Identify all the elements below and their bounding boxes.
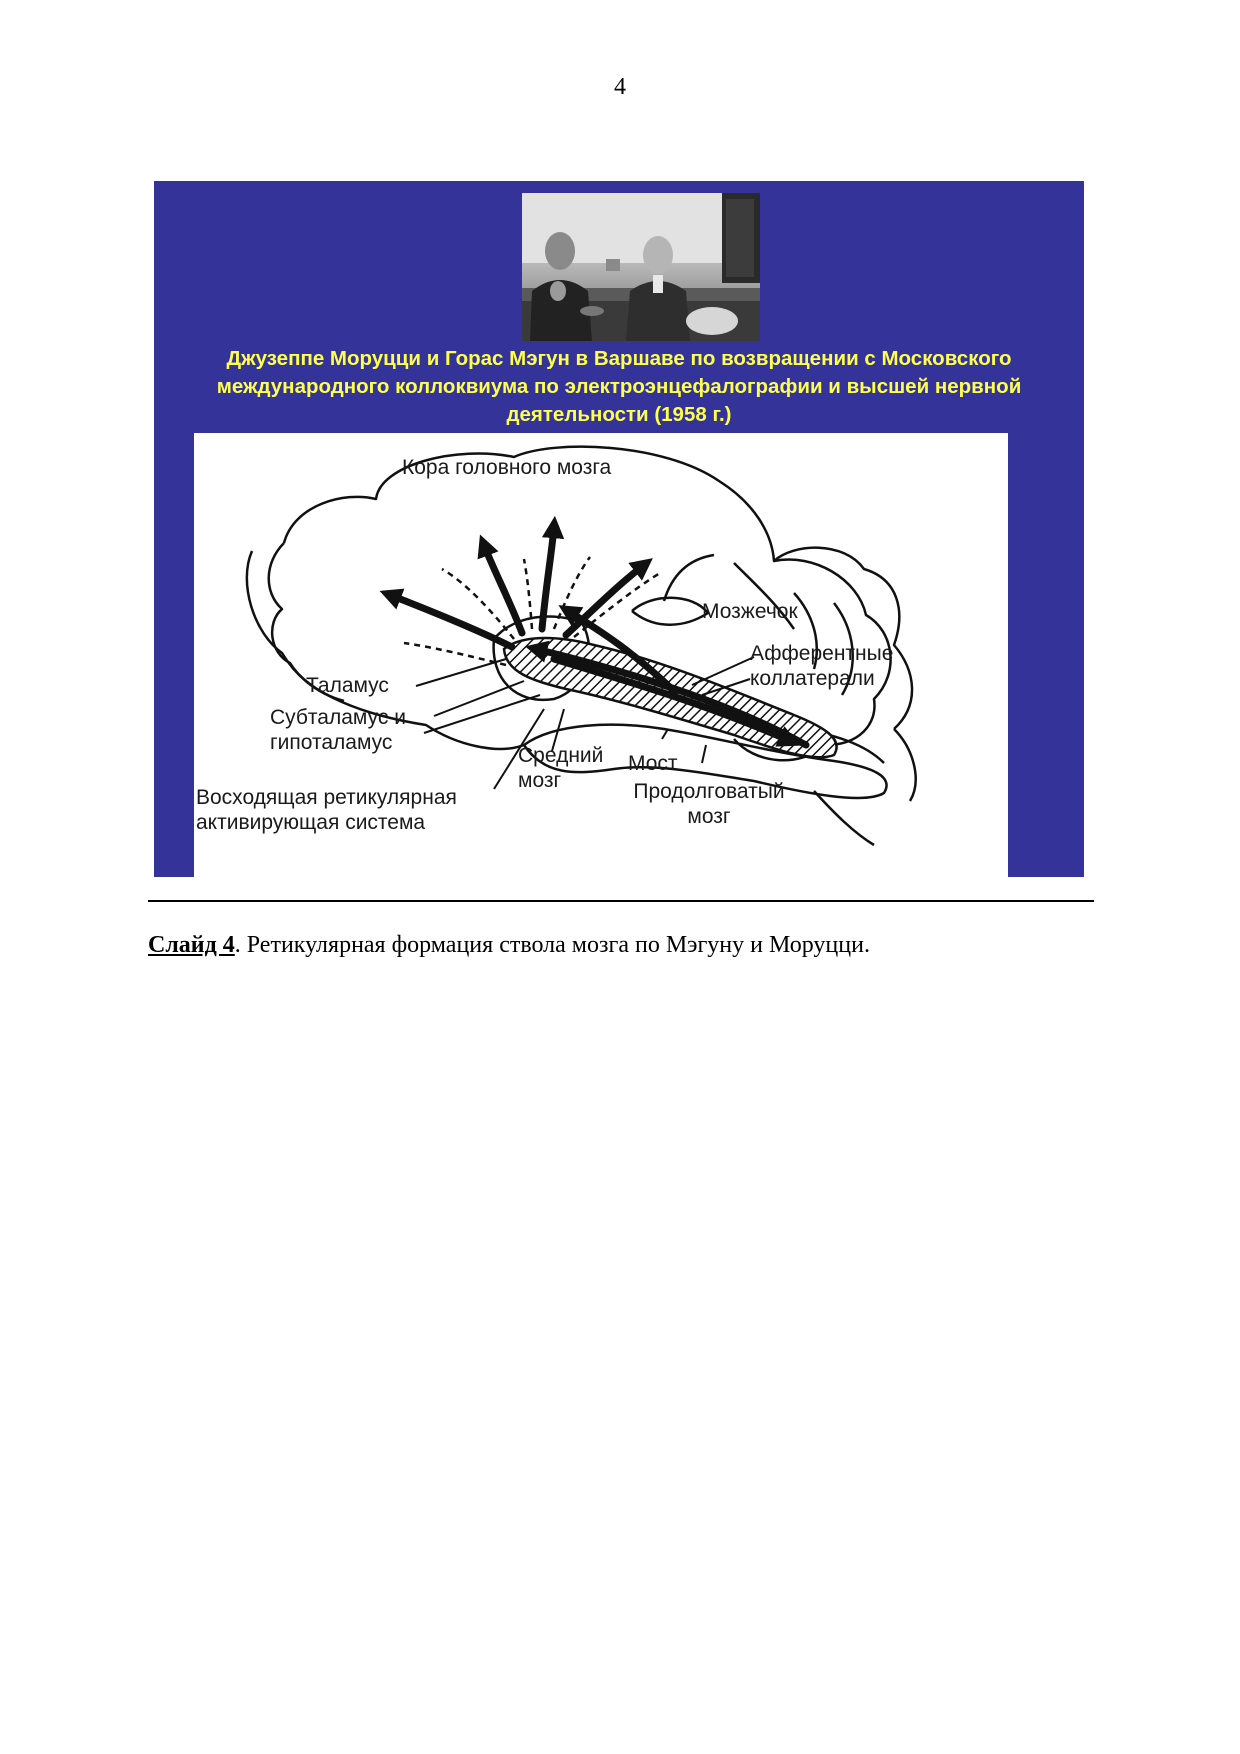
slide-image (154, 181, 1084, 877)
figure-caption (148, 932, 870, 959)
label-cortex: Кора головного мозга (402, 456, 612, 479)
label-subthalamus: Субталамус и гипоталамус (270, 706, 406, 754)
label-midbrain: Средний мозг (518, 744, 604, 792)
caption-text: . Ретикулярная формация ствола мозга по Мэгуну и Моруцци. (234, 932, 870, 958)
label-aras: Восходящая ретикулярная активирующая система (196, 786, 457, 834)
caption-divider (148, 900, 1094, 902)
label-thalamus: Таламус (306, 674, 389, 697)
label-afferent: Афферентные коллатерали (750, 642, 894, 690)
historical-photo (522, 193, 760, 341)
slide-photo-caption: Джузеппе Моруцци и Горас Мэгун в Варшаве по возвращении с Московского международного коллоквиума по электроэнцефалографии и высшей нервной деятельности (1958 г.) (216, 347, 1022, 426)
label-cerebellum: Мозжечок (702, 600, 798, 623)
label-medulla: Продолговатый мозг (633, 780, 785, 828)
brain-diagram (194, 433, 1008, 877)
page-number: 4 (614, 74, 626, 100)
slide-reference: Слайд 4 (148, 932, 235, 958)
label-pons: Мост (628, 752, 678, 775)
